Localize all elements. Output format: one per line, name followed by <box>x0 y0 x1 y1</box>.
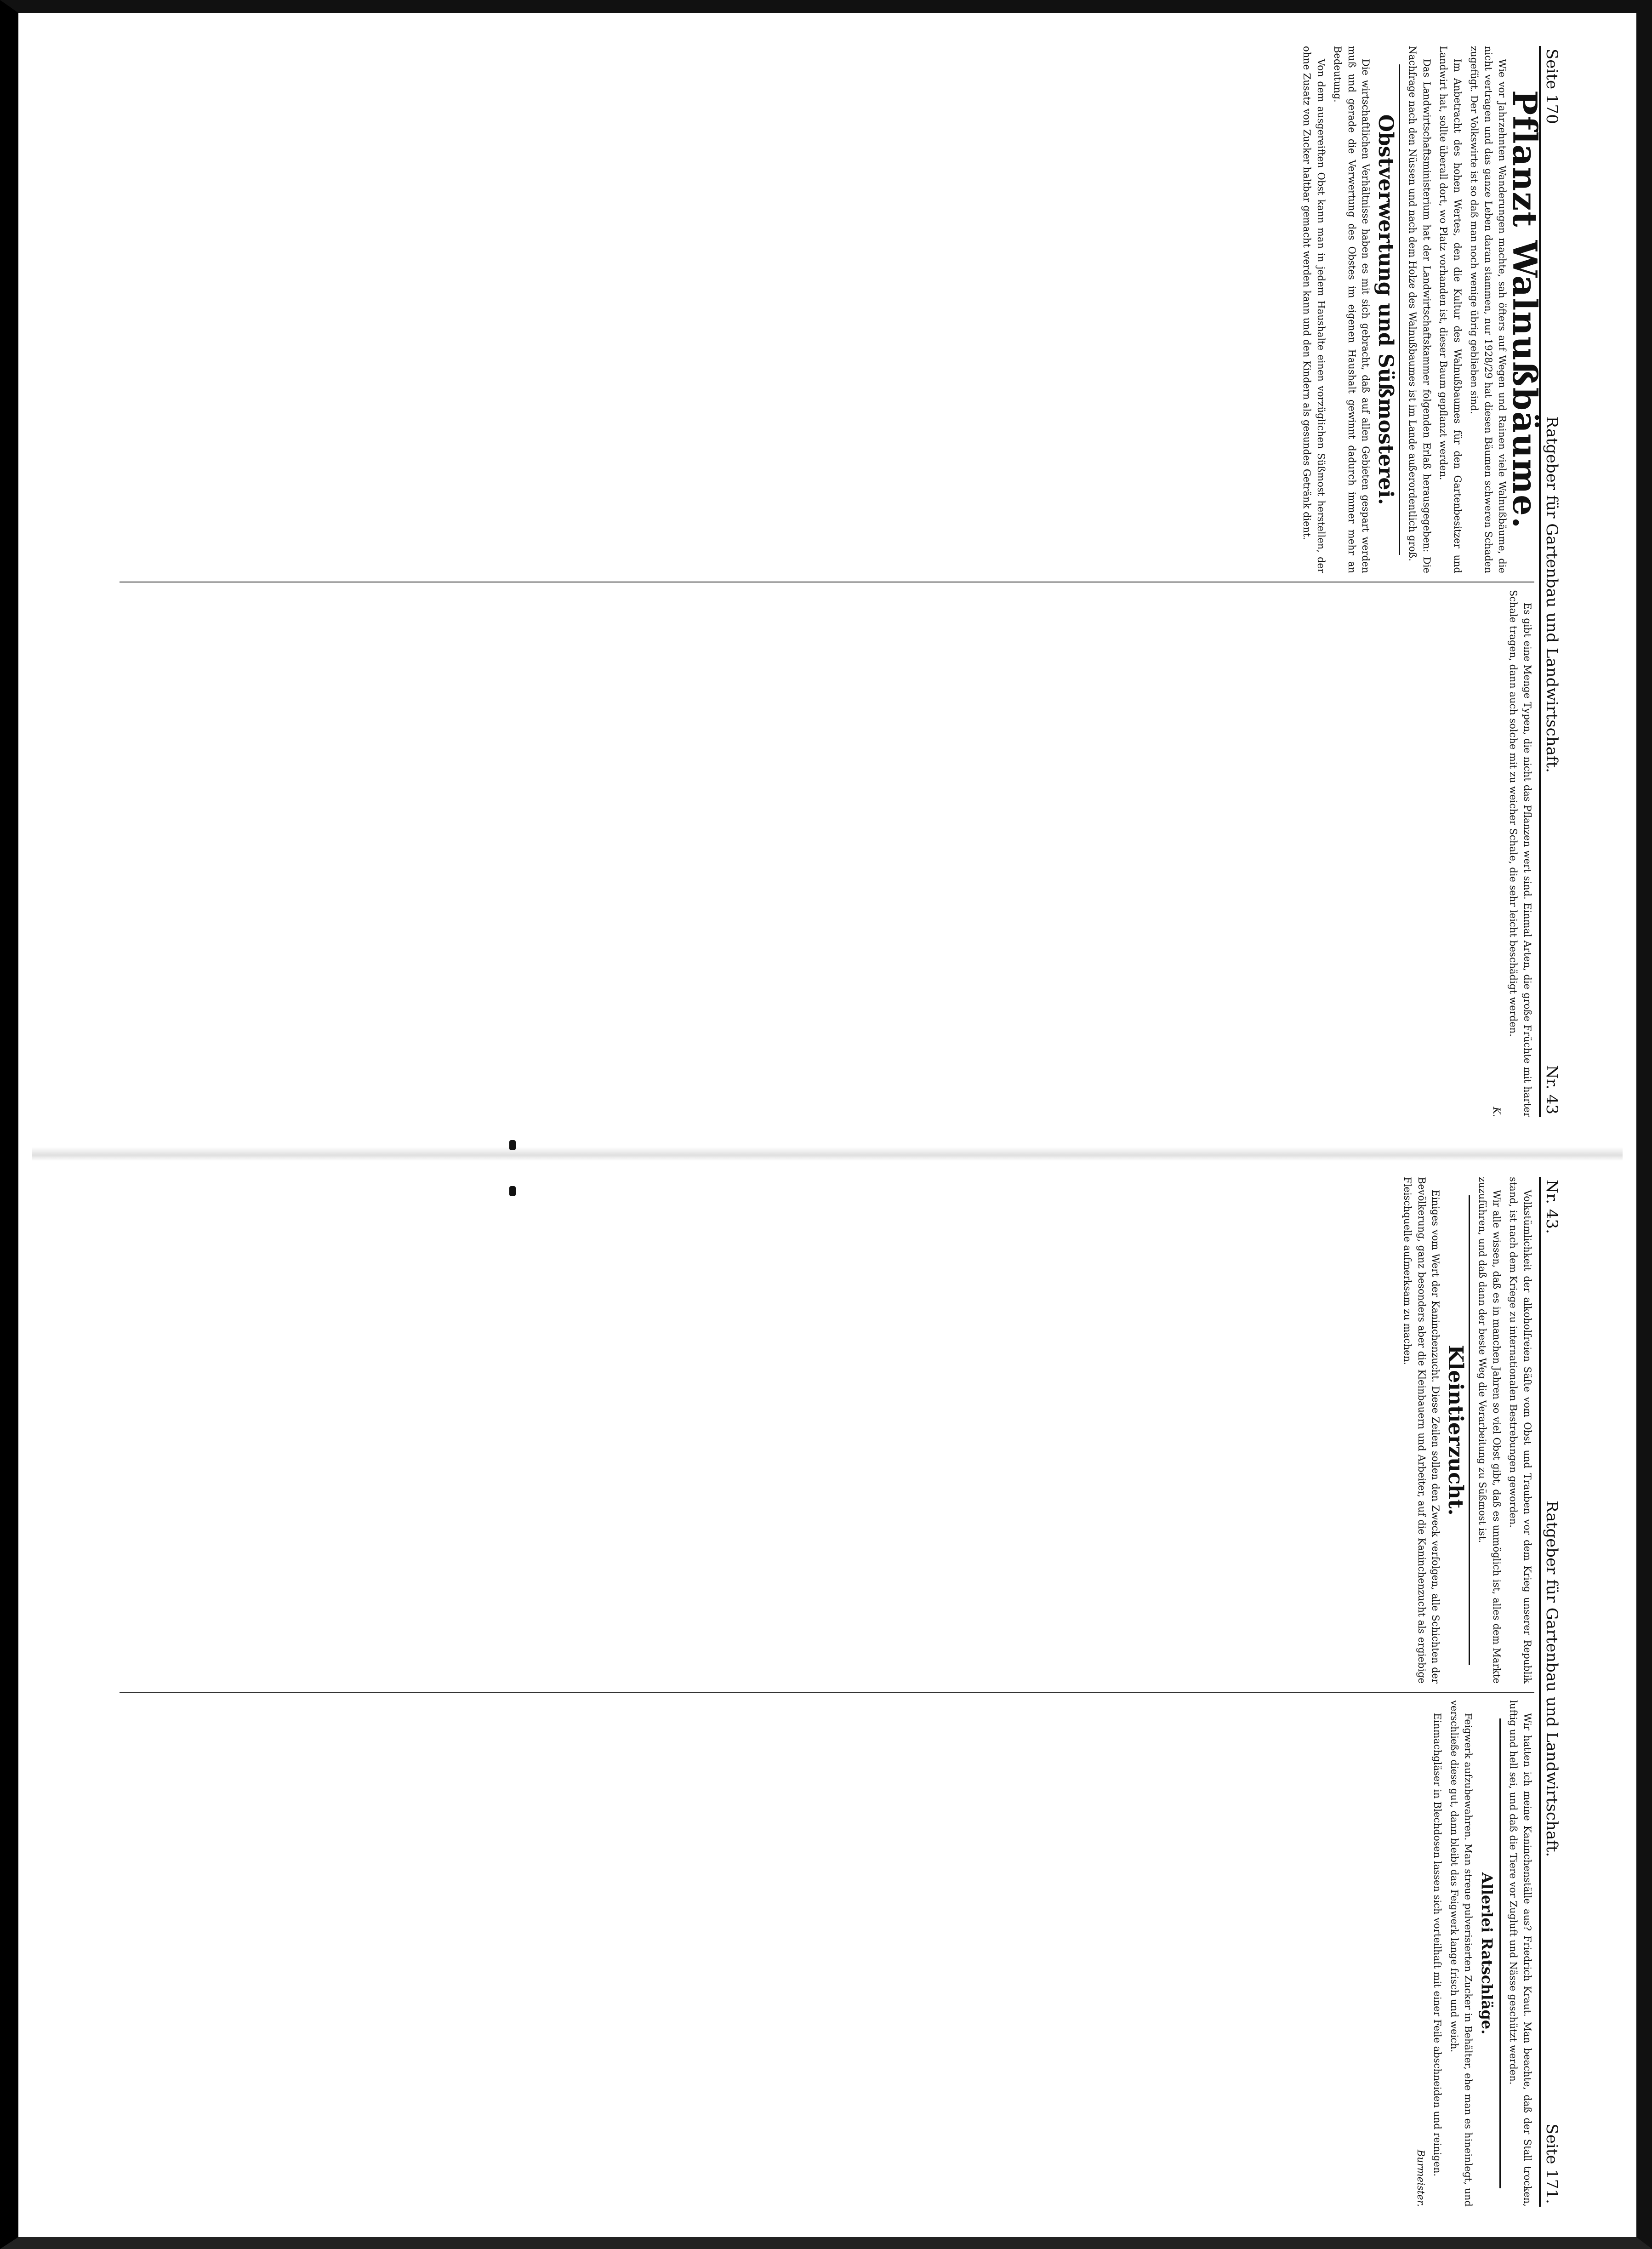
article-title: Pflanzt Walnußbäume. <box>1505 90 1544 530</box>
page-171 <box>120 1177 1563 2207</box>
paragraph: Das Landwirtschaftsministerium hat der Landwirtschaftskammer folgenden Erlaß herausgegeben: Die Nachfrage nach den Nüssen und nach dem Holze des Walnußbaumes ist im Lande außerordentlich groß. <box>1407 46 1432 573</box>
page-number: Seite 171. <box>1543 2123 1561 2204</box>
running-head <box>1539 1177 1563 2207</box>
column-1 <box>120 46 1544 573</box>
binding-hole <box>509 1186 516 1196</box>
running-title: Ratgeber für Gartenbau und Landwirtschaft. <box>1543 1501 1561 1857</box>
paragraph: Feigwerk aufzubewahren. Man streue pulverisierten Zucker in Behälter, ehe man es hineinlegt, und verschließe diese gut, dann bleibt das Feigwerk lange frisch und weich. <box>1449 1700 1474 2207</box>
binding-hole <box>509 1140 516 1150</box>
issue-number: Nr. 43. <box>1543 1180 1561 1234</box>
divider <box>1469 1195 1470 1665</box>
paragraph: Wir hatten ich meine Kaninchenställe aus? Friedrich Kraut. Man beachte, daß der Stall trocken, luftig und hell sei, und daß die Tiere vor Zugluft und Nässe geschützt werden. <box>1508 1700 1533 2207</box>
paragraph: Volkstümlichkeit der alkoholfreien Säfte vom Obst und Trauben vor dem Krieg unserer Republik stand, ist nach dem Kriege zu internationalen Bestrebungen geworden. <box>1508 1177 1533 1684</box>
page-fold <box>32 1147 1623 1161</box>
article-title: Kleintierzucht. <box>1444 1345 1467 1516</box>
page-number: Seite 170 <box>1543 49 1561 124</box>
article-title: Obstverwertung und Süßmosterei. <box>1374 114 1397 505</box>
paragraph: Es gibt eine Menge Typen, die nicht das Pflanzen wert sind. Einmal Arten, die große Früchte mit harter Schale tragen, dann auch solche mit zu weicher Schale, die sehr leicht beschädigt werden. <box>1508 590 1533 1117</box>
column-2 <box>120 1692 1534 2207</box>
signature: K. <box>1491 1107 1502 1117</box>
paragraph: Die wirtschaftlichen Verhältnisse haben es mit sich gebracht, daß auf allen Gebieten gespart werden muß und gerade die Verwertung des Obstes im eigenen Haushalt gewinnt dadurch immer mehr an Bedeutung. <box>1332 46 1372 573</box>
running-title: Ratgeber für Gartenbau und Landwirtschaft. <box>1543 416 1561 773</box>
paragraph: Von dem ausgereiften Obst kann man in jedem Haushalte einen vorzüglichen Süßmost herstellen, der ohne Zusatz von Zucker haltbar gemacht werden kann und den Kindern als gesundes Getränk dient. <box>1301 46 1327 573</box>
article-columns <box>120 46 1544 1117</box>
column-1 <box>120 1177 1534 1684</box>
paragraph: Einmachgläser in Blechdosen lassen sich vorteilhaft mit einer Feile abschneiden und reinigen. <box>1432 1713 1443 2177</box>
article-title: Allerlei Ratschläge. <box>1478 1872 1496 2035</box>
divider <box>1499 1718 1501 2188</box>
paragraph: Einiges vom Wert der Kaninchenzucht. Diese Zeilen sollen den Zweck verfolgen, alle Schichten der Bevölkerung, ganz besonders aber die Kleinbauern und Arbeiter, auf die Kaninchenzucht als ergiebige Fleischquelle aufmerksam zu machen. <box>1402 1177 1441 1684</box>
issue-number: Nr. 43 <box>1543 1065 1561 1114</box>
divider <box>1399 64 1400 555</box>
paragraph: Im Anbetracht des hohen Wertes, den die Kultur des Walnußbaumes für den Gartenbesitzer und Landwirt hat, sollte überall dort, wo Platz vorhanden ist, dieser Baum gepflanzt werden. <box>1438 46 1463 573</box>
paragraph: Wir alle wissen, daß es in manchen Jahren so viel Obst gibt, daß es unmöglich ist, alles dem Markte zuzuführen, und daß dann der beste Weg die Verarbeitung zu Süßmost ist. <box>1477 1177 1502 1684</box>
column-2 <box>120 582 1534 1117</box>
signature: Burmeister. <box>1415 2149 1426 2207</box>
article-columns <box>120 1177 1534 2207</box>
page-170 <box>120 46 1563 1117</box>
paragraph: Wie vor Jahrzehnten Wanderungen machte, sah öfters auf Wegen und Rainen viele Walnußbäume, die nicht vertragen und das ganze Leben daran stammen, nur 1928/29 hat diesen Bäumen schweren Schaden zugefügt. Der Volkswirte ist so daß man noch wenige übrig geblieben sind. <box>1469 46 1508 573</box>
